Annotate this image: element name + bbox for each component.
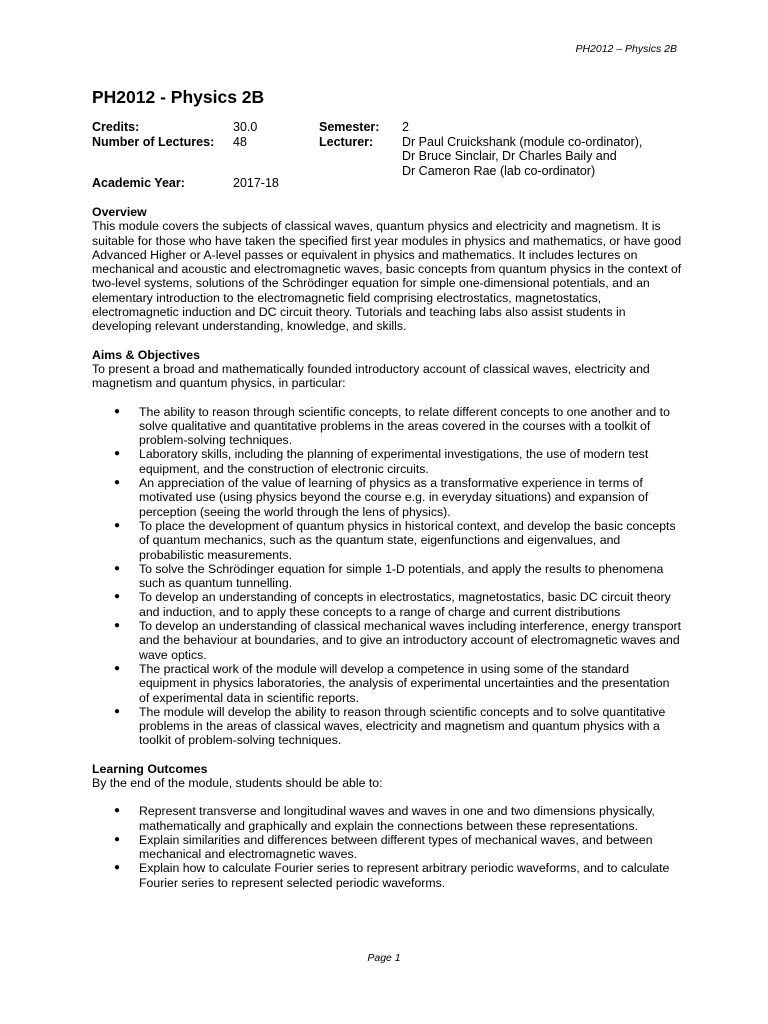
list-item xyxy=(92,833,682,862)
list-item-text: To develop an understanding of classical mechanical waves including interference, energy transport and the behaviour at boundaries, and to give an introductory account of electromagnetic waves and wave optics. xyxy=(139,619,682,662)
list-item xyxy=(92,519,682,562)
overview-section xyxy=(92,205,682,334)
list-item-text: Explain similarities and differences between different types of mechanical waves, and between mechanical and electromagnetic waves. xyxy=(139,832,653,862)
bullet-icon: ● xyxy=(114,405,121,417)
module-title: PH2012 - Physics 2B xyxy=(92,87,265,107)
outcomes-intro: By the end of the module, students should be able to: xyxy=(92,775,383,790)
overview-heading: Overview xyxy=(92,205,147,219)
credits-value: 30.0 xyxy=(233,120,258,134)
bullet-icon: ● xyxy=(114,591,121,603)
list-item xyxy=(92,619,682,662)
overview-text: This module covers the subjects of classical waves, quantum physics and electricity and magnetism. It is suitable for those who have taken the specified first year modules in physics and mathematics, or have good Advanced Higher or A-level passes or equivalent in physics and mathematics. It includes lectures on mechanical and acoustic and electromagnetic waves, basic concepts from quantum physics in the context of two-level systems, solutions of the Schrödinger equation for simple one-dimensional potentials, and an elementary introduction to the electromagnetic field comprising electrostatics, magnetostatics, electromagnetic induction and DC circuit theory. Tutorials and teaching labs also assist students in developing relevant understanding, knowledge, and skills. xyxy=(92,219,682,334)
bullet-icon: ● xyxy=(114,662,121,674)
lectures-label: Number of Lectures: xyxy=(92,134,215,149)
info-values-left xyxy=(233,120,257,149)
module-content xyxy=(92,205,682,904)
aims-heading: Aims & Objectives xyxy=(92,347,200,362)
semester-label: Semester: xyxy=(319,120,380,134)
semester-value: 2 xyxy=(402,120,409,134)
bullet-icon: ● xyxy=(114,620,121,632)
bullet-icon: ● xyxy=(114,477,121,489)
list-item xyxy=(92,861,682,890)
lecturer-line: Dr Paul Cruickshank (module co-ordinator), xyxy=(402,134,643,149)
list-item-text: The module will develop the ability to reason through scientific concepts and to solve quantitative problems in the areas of classical waves, electricity and magnetism and quantum physics with a toolkit of problem-solving techniques. xyxy=(139,704,666,748)
list-item xyxy=(92,447,682,476)
bullet-icon: ● xyxy=(114,705,121,717)
outcomes-section xyxy=(92,762,682,890)
info-labels-left xyxy=(92,120,214,149)
list-item-text: To develop an understanding of concepts in electrostatics, magnetostatics, basic DC circuit theory and induction, and to apply these concepts to a range of charge and current distributions xyxy=(139,590,671,619)
list-item xyxy=(92,804,682,833)
academic-year-label: Academic Year: xyxy=(92,176,185,190)
lecturer-line: Dr Cameron Rae (lab co-ordinator) xyxy=(402,163,596,178)
bullet-icon: ● xyxy=(114,805,121,817)
info-values-right xyxy=(402,120,642,178)
aims-section xyxy=(92,348,682,748)
list-item-text: The practical work of the module will develop a competence in using some of the standard equipment in physics laboratories, the analysis of experimental uncertainties and the presentation of experimental data in scientific reports. xyxy=(139,661,670,705)
list-item xyxy=(92,405,682,448)
list-item xyxy=(92,590,682,619)
bullet-icon: ● xyxy=(114,862,121,874)
aims-list xyxy=(92,405,682,748)
list-item xyxy=(92,476,682,519)
bullet-icon: ● xyxy=(114,833,121,845)
academic-year-value: 2017-18 xyxy=(233,176,279,190)
aims-intro: To present a broad and mathematically founded introductory account of classical waves, electricity and magnetism and quantum physics, in particular: xyxy=(92,361,650,391)
lectures-value: 48 xyxy=(233,134,247,149)
bullet-icon: ● xyxy=(114,562,121,574)
lecturer-line: Dr Bruce Sinclair, Dr Charles Baily and xyxy=(402,149,617,163)
credits-label: Credits: xyxy=(92,120,140,134)
list-item-text: Laboratory skills, including the planning of experimental investigations, the use of modern test equipment, and the construction of electronic circuits. xyxy=(139,447,649,476)
page-number: Page 1 xyxy=(367,952,401,964)
list-item-text: Explain how to calculate Fourier series to represent arbitrary periodic waveforms, and to calculate Fourier series to represent selected periodic waveforms. xyxy=(139,861,670,890)
list-item xyxy=(92,662,682,705)
bullet-icon: ● xyxy=(114,519,121,531)
list-item-text: The ability to reason through scientific concepts, to relate different concepts to one another and to solve qualitative and quantitative problems in the areas covered in the courses with a toolkit of problem-solving techniques. xyxy=(139,404,670,448)
outcomes-heading: Learning Outcomes xyxy=(92,761,208,776)
list-item xyxy=(92,562,682,591)
list-item-text: To place the development of quantum physics in historical context, and develop the basic concepts of quantum mechanics, such as the quantum state, eigenfunctions and eigenvalues, and probabilistic measurements. xyxy=(139,518,676,562)
list-item xyxy=(92,705,682,748)
info-labels-right xyxy=(319,120,379,149)
list-item-text: Represent transverse and longitudinal waves and waves in one and two dimensions physically, mathematically and graphically and explain the connections between these representations. xyxy=(139,804,655,833)
list-item-text: An appreciation of the value of learning of physics as a transformative experience in terms of motivated use (using physics beyond the course e.g. in everyday situations) and expansion of perception (seeing the world through the lens of physics). xyxy=(139,476,649,519)
bullet-icon: ● xyxy=(114,448,121,460)
lecturer-label: Lecturer: xyxy=(319,134,374,149)
running-header: PH2012 – Physics 2B xyxy=(575,43,677,55)
outcomes-list xyxy=(92,804,682,890)
list-item-text: To solve the Schrödinger equation for simple 1-D potentials, and apply the results to phenomena such as quantum tunnelling. xyxy=(139,561,664,591)
